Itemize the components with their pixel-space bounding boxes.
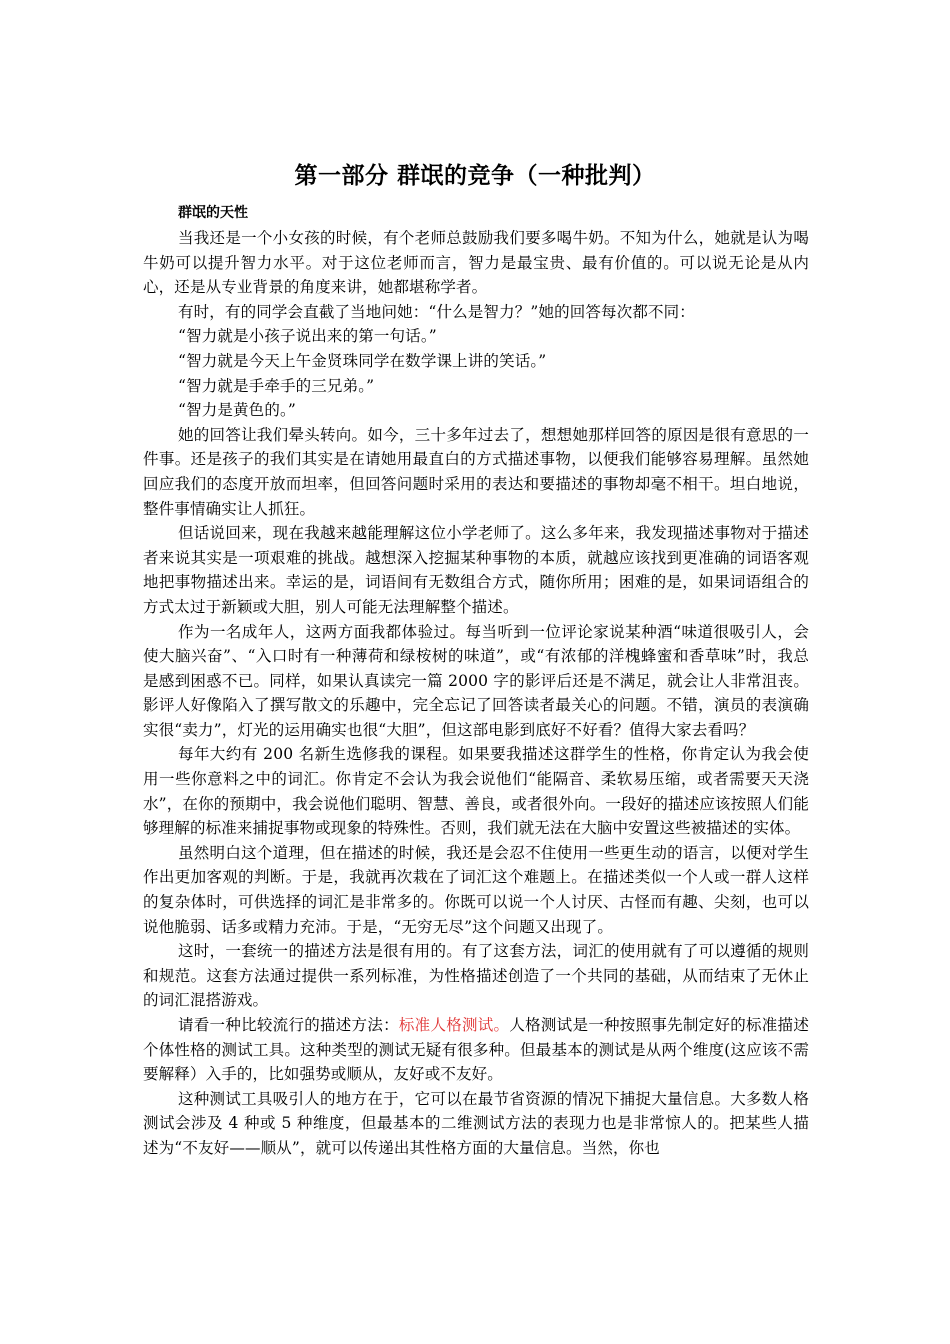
paragraph: “智力是黄色的。” xyxy=(178,401,296,420)
paragraph: 有时，有的同学会直截了当地问她：“什么是智力？”她的回答每次都不同： xyxy=(178,302,695,321)
paragraph: 但话说回来，现在我越来越能理解这位小学老师了。这么多年来，我发现描述事物对于描述者来说其实是一项艰难的挑战。越想深入挖掘某种事物的本质，就越应该找到更准确的词语客观地把事物描述出来。幸运的是，词语间有无数组合方式，随你所用；困难的是，如果词语组合的方式太过于新颖或大胆，别人可能无法理解整个描述。 xyxy=(143,524,809,616)
body-text xyxy=(143,201,809,1161)
paragraph: 她的回答让我们晕头转向。如今，三十多年过去了，想想她那样回答的原因是很有意思的一件事。还是孩子的我们其实是在请她用最直白的方式描述事物，以便我们能够容易理解。虽然她回应我们的态度开放而坦率，但回答问题时采用的表达和要描述的事物却毫不相干。坦白地说，整件事情确实让人抓狂。 xyxy=(143,425,809,518)
paragraph: “智力就是今天上午金贤珠同学在数学课上讲的笑话。” xyxy=(178,351,547,370)
page-title: 第一部分 群氓的竞争（一种批判） xyxy=(294,163,656,189)
paragraph-text: 人格测试是一种按照事先制定好的标准描述个体性格的测试工具。这种类型的测试无疑有很多种。但最基本的测试是从两个维度(这应该不需要解释）入手的，比如强势或顺从，友好或不友好。 xyxy=(143,1016,809,1084)
paragraph: 这种测试工具吸引人的地方在于，它可以在最节省资源的情况下捕捉大量信息。大多数人格测试会涉及 4 种或 5 种维度，但最基本的二维测试方法的表现力也是非常惊人的。把某些人描述为“不友好——顺从”，就可以传递出其性格方面的大量信息。当然，你也 xyxy=(143,1089,809,1157)
section-heading: 群氓的天性 xyxy=(178,205,248,221)
paragraph: 这时，一套统一的描述方法是很有用的。有了这套方法，词汇的使用就有了可以遵循的规则和规范。这套方法通过提供一系列标准，为性格描述创造了一个共同的基础，从而结束了无休止的词汇混搭游戏。 xyxy=(143,942,809,1010)
paragraph: “智力就是手牵手的三兄弟。” xyxy=(178,376,375,395)
highlighted-term: 标准人格测试。 xyxy=(398,1016,510,1034)
paragraph: 当我还是一个小女孩的时候，有个老师总鼓励我们要多喝牛奶。不知为什么，她就是认为喝牛奶可以提升智力水平。对于这位老师而言，智力是最宝贵、最有价值的。可以说无论是从内心，还是从专业背景的角度来讲，她都堪称学者。 xyxy=(143,229,809,297)
paragraph: “智力就是小孩子说出来的第一句话。” xyxy=(178,327,437,346)
paragraph: 每年大约有 200 名新生选修我的课程。如果要我描述这群学生的性格，你肯定认为我会使用一些你意料之中的词汇。你肯定不会认为我会说他们“能隔音、柔软易压缩，或者需要天天浇水”，在你的预期中，我会说他们聪明、智慧、善良，或者很外向。一段好的描述应该按照人们能够理解的标准来捕捉事物或现象的特殊性。否则，我们就无法在大脑中安置这些被描述的实体。 xyxy=(143,745,809,838)
paragraph-with-highlight xyxy=(143,1013,809,1087)
paragraph-text: 请看一种比较流行的描述方法： xyxy=(178,1016,399,1034)
paragraph: 虽然明白这个道理，但在描述的时候，我还是会忍不住使用一些更生动的语言，以便对学生作出更加客观的判断。于是，我就再次栽在了词汇这个难题上。在描述类似一个人或一群人这样的复杂体时，可供选择的词汇是非常多的。你既可以说一个人讨厌、古怪而有趣、尖刻，也可以说他脆弱、话多或精力充沛。于是，“无穷无尽”这个问题又出现了。 xyxy=(143,843,809,936)
paragraph: 作为一名成年人，这两方面我都体验过。每当听到一位评论家说某种酒“味道很吸引人，会使大脑兴奋”、“入口时有一种薄荷和绿桉树的味道”，或“有浓郁的洋槐蜂蜜和香草味”时，我总是感到困惑不已。同样，如果认真读完一篇 2000 字的影评后还是不满足，就会让人非常沮丧。影评人好像陷入了撰写散文的乐趣中，完全忘记了回答读者最关心的问题。不错，演员的表演确实很“卖力”，灯光的运用确实也很“大胆”，但这部电影到底好不好看？值得大家去看吗？ xyxy=(143,622,809,739)
